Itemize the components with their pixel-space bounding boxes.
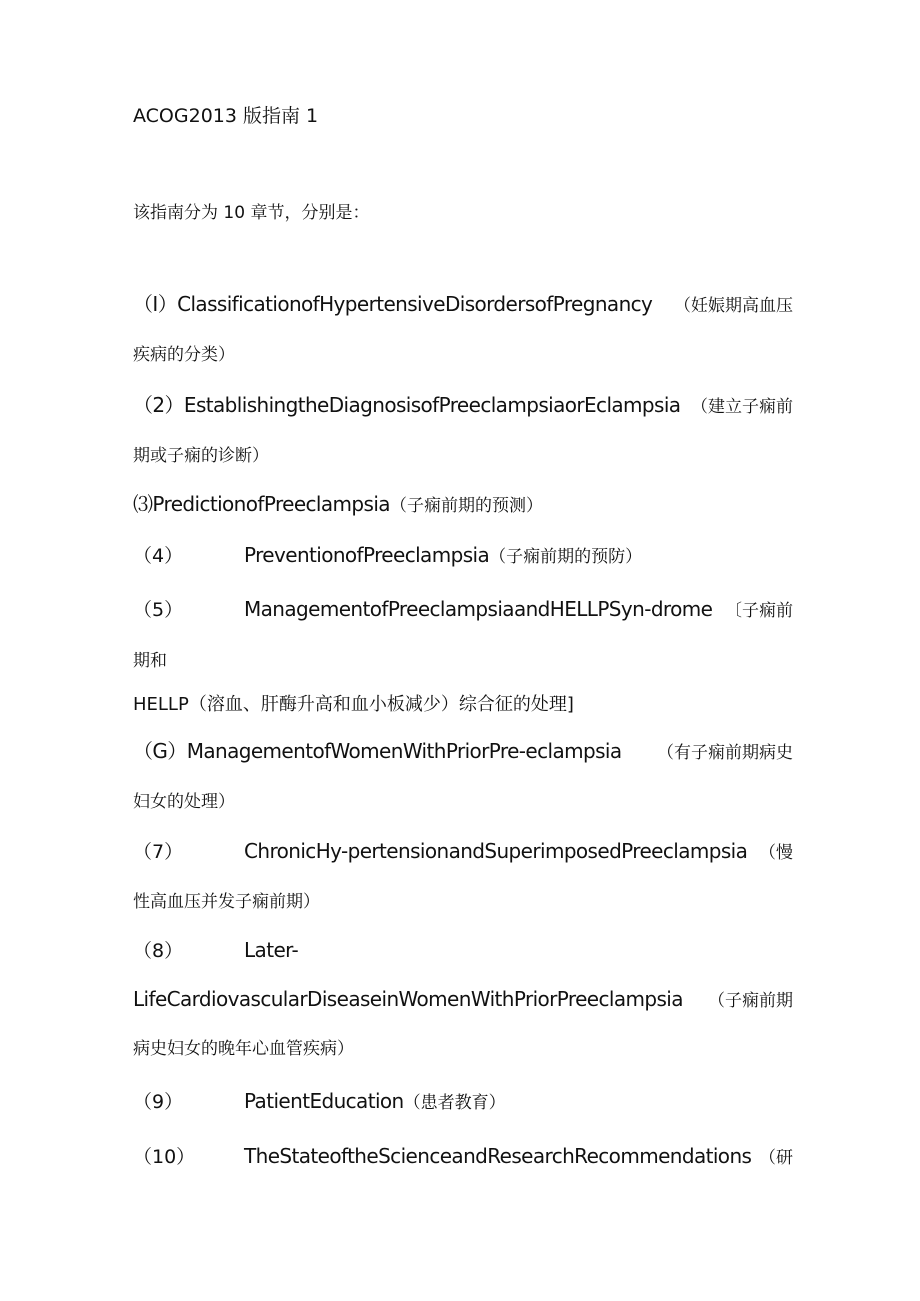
chapter-9-title-en: PatientEducation bbox=[244, 1089, 404, 1113]
document-title: ACOG2013 版指南 1 bbox=[133, 105, 319, 127]
chapter-2-title-en: （2）EstablishingtheDiagnosisofPreeclampsiaorEclampsia bbox=[133, 393, 681, 417]
chapter-8-title-en-part-1: Later- bbox=[244, 938, 299, 962]
chapter-10-line-1 bbox=[133, 1144, 793, 1170]
chapter-7-title-en: ChronicHy-pertensionandSuperimposedPreeclampsia bbox=[244, 839, 748, 863]
chapter-10-title-zh: （研 bbox=[759, 1148, 793, 1168]
chapter-5-title-en: ManagementofPreeclampsiaandHELLPSyn-drome bbox=[244, 597, 713, 621]
chapter-8-title-en-part-2: LifeCardiovascularDiseaseinWomenWithPriorPreeclampsia bbox=[133, 987, 683, 1011]
chapter-9-title-zh: （患者教育） bbox=[403, 1093, 506, 1113]
chapter-4-title-en: PreventionofPreeclampsia bbox=[244, 543, 490, 567]
chapter-5-line-2: 期和 bbox=[133, 651, 167, 671]
chapter-3-title-zh: （子痫前期的预测） bbox=[389, 496, 543, 516]
chapter-5-number: （5） bbox=[133, 599, 184, 621]
chapter-4-number: （4） bbox=[133, 545, 184, 567]
chapter-6-line-2: 妇女的处理） bbox=[133, 792, 235, 812]
chapter-9-line bbox=[133, 1089, 793, 1115]
chapter-6-title-zh: （有子痫前期病史 bbox=[657, 743, 793, 763]
chapter-7-number: （7） bbox=[133, 841, 184, 863]
chapter-10-number: （10） bbox=[133, 1146, 196, 1168]
chapter-8-number: （8） bbox=[133, 940, 184, 962]
chapter-8-line-1 bbox=[133, 938, 793, 964]
chapter-7-line-2: 性高血压并发子痫前期） bbox=[133, 892, 320, 912]
chapter-6-title-en: （G）ManagementofWomenWithPriorPre-eclampsia bbox=[133, 739, 622, 763]
chapter-5-line-3: HELLP（溶血、肝酶升高和血小板减少）综合征的处理] bbox=[133, 694, 574, 715]
chapter-3-line bbox=[133, 492, 793, 518]
chapter-2-title-zh: （建立子痫前 bbox=[691, 397, 793, 417]
chapter-7-line-1 bbox=[133, 839, 793, 865]
chapter-4-title-zh: （子痫前期的预防） bbox=[489, 547, 643, 567]
chapter-6-line-1 bbox=[133, 739, 793, 765]
chapter-1-title-zh: （妊娠期高血压 bbox=[674, 296, 793, 316]
chapter-1-title-en: （I）ClassificationofHypertensiveDisordersofPregnancy bbox=[133, 292, 653, 316]
chapter-1-line-2: 疾病的分类） bbox=[133, 345, 235, 365]
chapter-9-number: （9） bbox=[133, 1091, 184, 1113]
chapter-8-title-zh: （子痫前期 bbox=[708, 991, 793, 1011]
intro-text: 该指南分为 10 章节，分别是： bbox=[133, 203, 370, 223]
chapter-8-line-3: 病史妇女的晚年心血管疾病） bbox=[133, 1039, 354, 1059]
chapter-2-line-1 bbox=[133, 393, 793, 419]
chapter-2-line-2: 期或子痫的诊断） bbox=[133, 446, 269, 466]
chapter-1-line-1 bbox=[133, 292, 793, 318]
chapter-5-line-1 bbox=[133, 597, 793, 623]
chapter-7-title-zh: （慢 bbox=[759, 843, 793, 863]
chapter-4-line bbox=[133, 543, 793, 569]
chapter-8-line-2 bbox=[133, 987, 793, 1013]
chapter-5-title-zh: 〔子痫前 bbox=[725, 601, 793, 621]
chapter-10-title-en: TheStateoftheScienceandResearchRecommendations bbox=[244, 1144, 752, 1168]
chapter-3-title-en: ⑶PredictionofPreeclampsia bbox=[133, 492, 390, 516]
